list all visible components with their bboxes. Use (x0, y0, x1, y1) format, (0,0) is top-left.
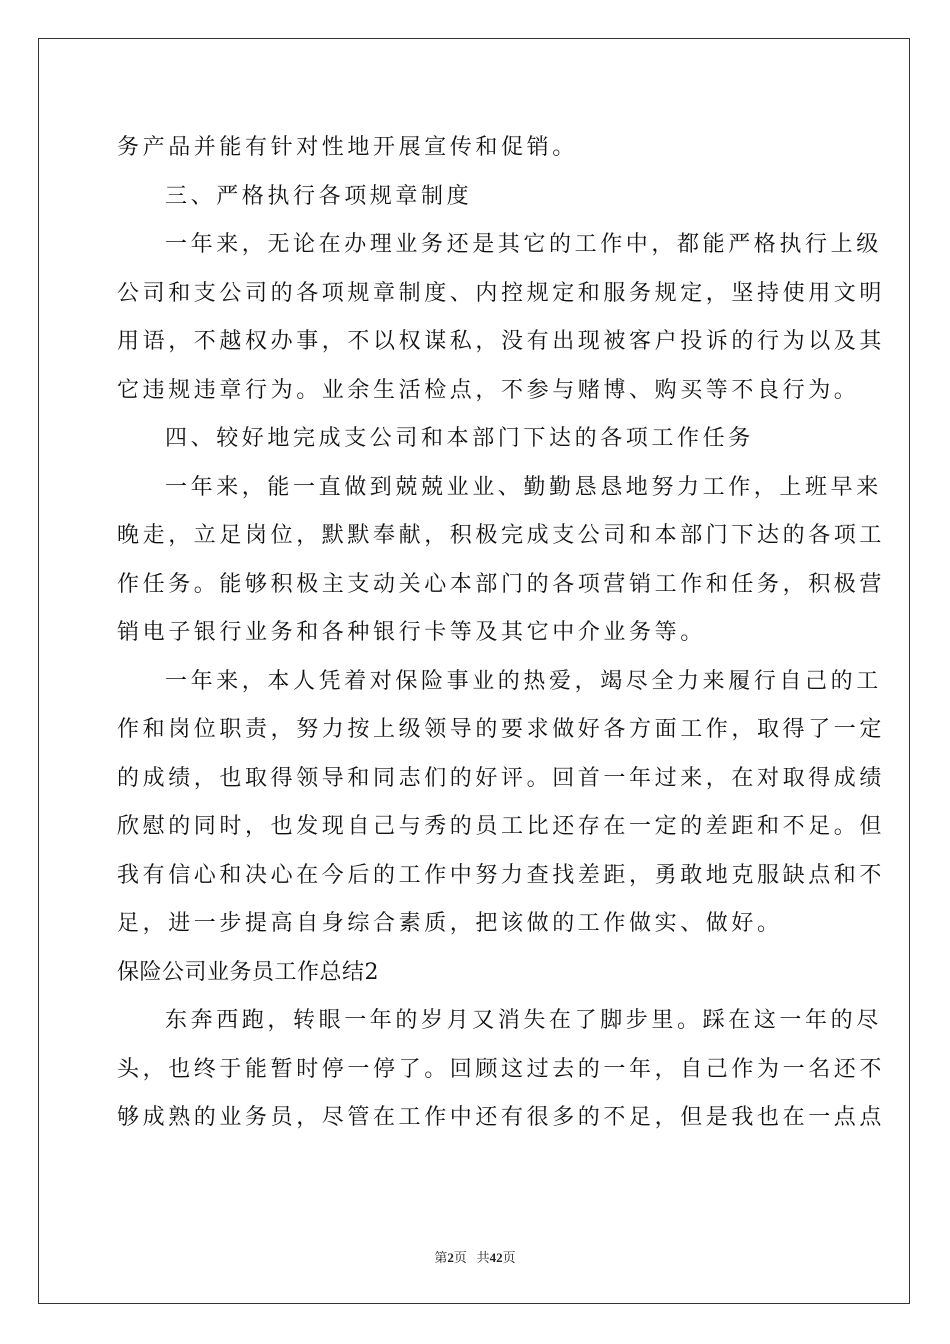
page-footer (0, 1247, 950, 1266)
total-label-suffix: 页 (502, 1250, 516, 1265)
text-line: 作任务。能够积极主支动关心本部门的各项营销工作和任务，积极营 (117, 571, 886, 597)
document-body (117, 124, 886, 1143)
text-line: 用语，不越权办事，不以权谋私，没有出现被客户投诉的行为以及其 (117, 329, 886, 354)
text-line: 一年来，无论在办理业务还是其它的工作中，都能严格执行上级 (165, 232, 882, 257)
text-line: 头，也终于能暂时停一停了。回顾这过去的一年，自己作为一名还不 (117, 1056, 886, 1082)
text-line: 足，进一步提高自身综合素质，把该做的工作做实、做好。 (117, 911, 783, 936)
page-label-mid: 页 (453, 1250, 467, 1265)
section-heading: 四、较好地完成支公司和本部门下达的各项工作任务 (165, 426, 754, 451)
text-line: 它违规违章行为。业余生活检点，不参与赌博、购买等不良行为。 (117, 377, 860, 403)
section-heading: 三、严格执行各项规章制度 (165, 183, 473, 209)
page-label-prefix: 第 (434, 1250, 448, 1265)
text-line: 作和岗位职责，努力按上级领导的要求做好各方面工作，取得了一定 (117, 717, 886, 742)
text-line: 一年来，能一直做到兢兢业业、勤勤恳恳地努力工作，上班早来 (165, 474, 882, 500)
text-line: 一年来，本人凭着对保险事业的热爱，竭尽全力来履行自己的工 (165, 668, 882, 694)
current-page-number: 2 (447, 1250, 454, 1265)
text-line: 的成绩，也取得领导和同志们的好评。回首一年过来，在对取得成绩 (117, 765, 886, 791)
article-title: 保险公司业务员工作总结2 (117, 959, 379, 985)
text-line: 欣慰的同时，也发现自己与秀的员工比还存在一定的差距和不足。但 (117, 814, 886, 839)
total-page-count: 42 (489, 1250, 503, 1265)
text-line: 务产品并能有针对性地开展宣传和促销。 (117, 135, 578, 160)
text-line: 我有信心和决心在今后的工作中努力查找差距，勇敢地克服缺点和不 (117, 862, 886, 888)
text-line: 晚走，立足岗位，默默奉献，积极完成支公司和本部门下达的各项工 (117, 523, 886, 548)
text-line: 销电子银行业务和各种银行卡等及其它中介业务等。 (117, 620, 706, 645)
text-line: 东奔西跑，转眼一年的岁月又消失在了脚步里。踩在这一年的尽 (165, 1008, 882, 1033)
text-line: 够成熟的业务员，尽管在工作中还有很多的不足，但是我也在一点点 (117, 1105, 886, 1130)
text-line: 公司和支公司的各项规章制度、内控规定和服务规定，坚持使用文明 (117, 280, 886, 306)
total-label-prefix: 共 (476, 1250, 490, 1265)
